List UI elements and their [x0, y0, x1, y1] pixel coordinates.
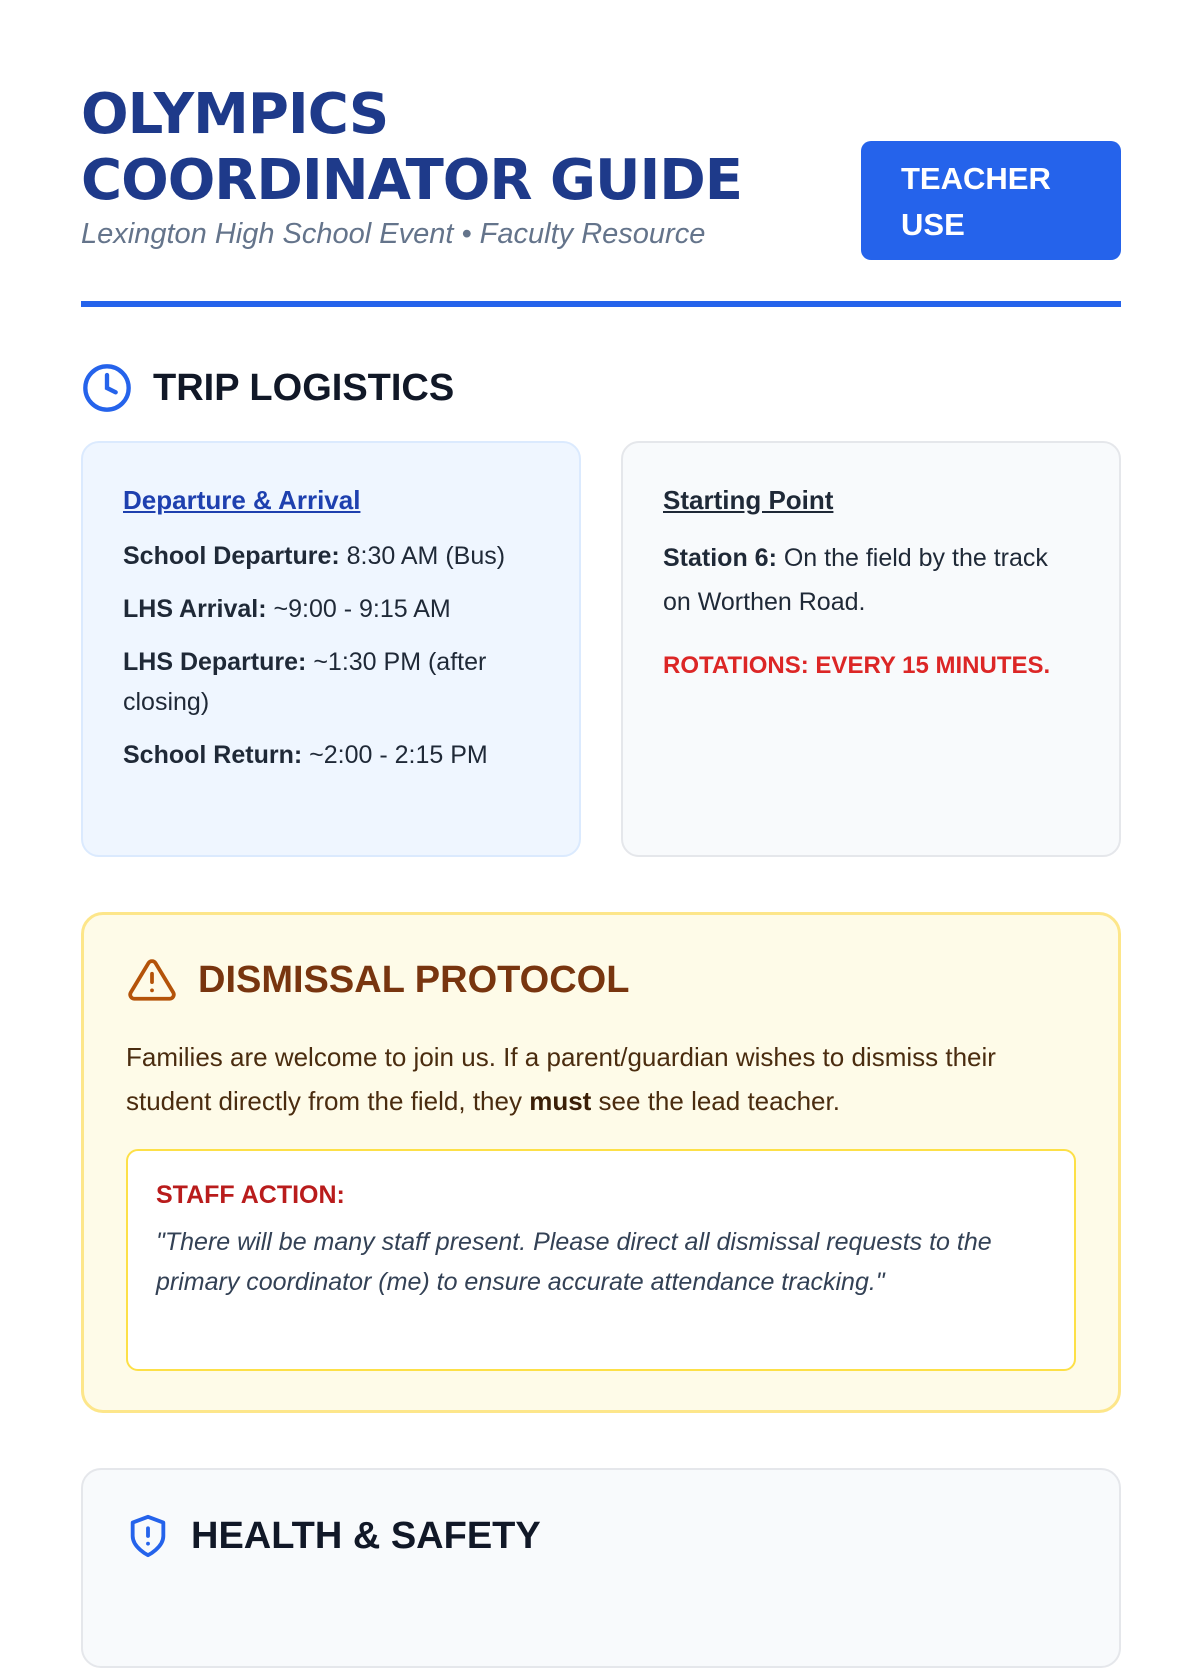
staff-action-label: STAFF ACTION: [156, 1181, 345, 1209]
schedule-item: School Return: ~2:00 - 2:15 PM [123, 741, 488, 769]
warning-icon [126, 955, 178, 1005]
schedule-item: LHS Arrival: ~9:00 - 9:15 AM [123, 595, 451, 623]
dismissal-heading: DISMISSAL PROTOCOL [126, 955, 1076, 1005]
starting-point-card [621, 441, 1121, 857]
header-divider [81, 301, 1121, 307]
starting-point-title: Starting Point [663, 485, 834, 515]
staff-action-box [126, 1149, 1076, 1371]
dismissal-text: Families are welcome to join us. If a parent/guardian wishes to dismiss their student directly from the field, they must see the lead teacher. [126, 1042, 996, 1116]
departure-arrival-title: Departure & Arrival [123, 485, 361, 515]
shield-alert-icon [125, 1510, 171, 1562]
health-safety-section [81, 1468, 1121, 1668]
schedule-item: LHS Departure: ~1:30 PM (after closing) [123, 648, 487, 716]
trip-logistics-heading: TRIP LOGISTICS [81, 362, 454, 414]
clock-icon [81, 362, 133, 414]
dismissal-protocol-box [81, 912, 1121, 1413]
station-info: Station 6: On the field by the track on Worthen Road. [663, 544, 1048, 616]
page-subtitle: Lexington High School Event • Faculty Resource [81, 218, 706, 250]
teacher-use-badge: TEACHER USE [861, 141, 1121, 260]
staff-action-quote: "There will be many staff present. Please direct all dismissal requests to the primary coordinator (me) to ensure accurate attendance tracking." [156, 1228, 992, 1296]
page-title: OLYMPICS COORDINATOR GUIDE [81, 82, 743, 213]
departure-arrival-card [81, 441, 581, 857]
rotations-note: ROTATIONS: EVERY 15 MINUTES. [663, 652, 1051, 679]
health-safety-heading: HEALTH & SAFETY [125, 1510, 541, 1562]
schedule-item: School Departure: 8:30 AM (Bus) [123, 542, 506, 570]
